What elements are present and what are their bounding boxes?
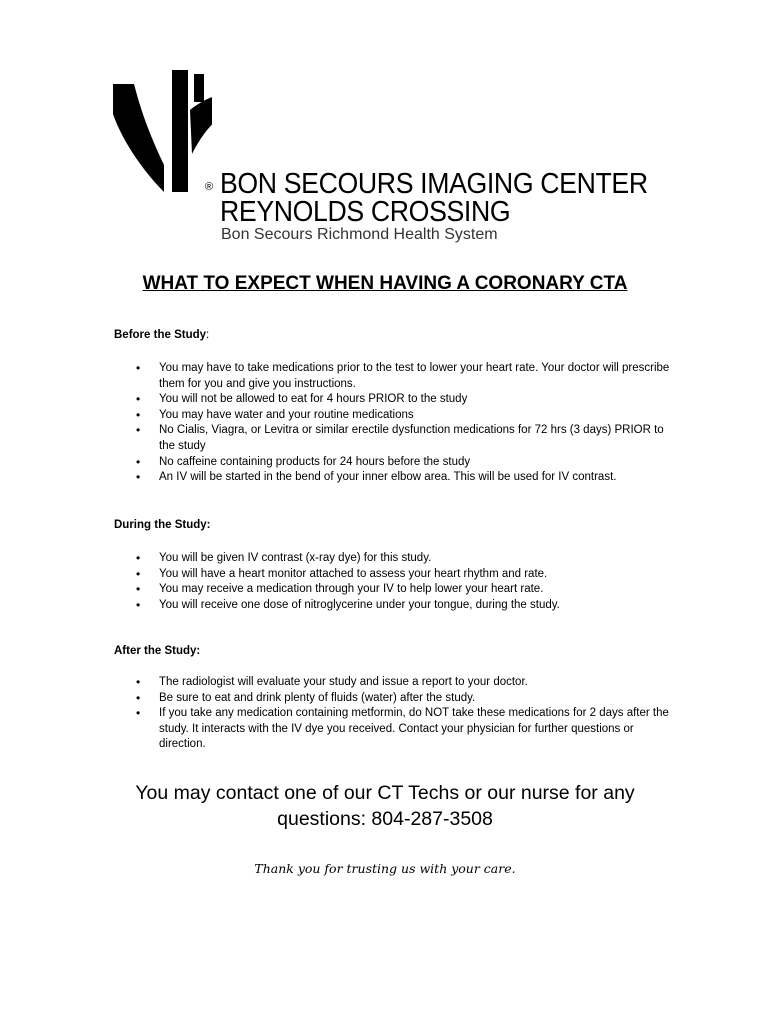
- list-item: • If you take any medication containing metformin, do NOT take these medications for 2 days after the study. It interacts with the IV dye you received. Contact your physician for further questions or direction.: [114, 706, 674, 753]
- page-title: WHAT TO EXPECT WHEN HAVING A CORONARY CTA: [142, 273, 628, 294]
- section-before-heading: Before the Study: [114, 329, 207, 341]
- section-during-label: During the Study:: [114, 519, 211, 531]
- after-study-list: [114, 675, 674, 753]
- list-item: • You will not be allowed to eat for 4 hours PRIOR to the study: [114, 392, 674, 408]
- bon-secours-logo-mark: [112, 70, 212, 195]
- contact-line1: You may contact one of our CT Techs or our nurse for any: [135, 782, 635, 804]
- org-name-line2: REYNOLDS CROSSING: [220, 196, 511, 228]
- list-item: • You will receive one dose of nitroglycerine under your tongue, during the study.: [114, 598, 674, 614]
- section-after-label: After the Study:: [114, 645, 201, 657]
- contact-message: [0, 780, 770, 832]
- contact-line2: questions: 804-287-3508: [277, 808, 493, 830]
- list-item: • You will be given IV contrast (x-ray dye) for this study.: [114, 551, 674, 567]
- list-item: • Be sure to eat and drink plenty of fluids (water) after the study.: [114, 691, 674, 707]
- list-item: • You may receive a medication through your IV to help lower your heart rate.: [114, 582, 674, 598]
- thank-you-note: Thank you for trusting us with your care.: [254, 861, 516, 876]
- list-item: • You will have a heart monitor attached to assess your heart rhythm and rate.: [114, 567, 674, 583]
- list-item: • You may have water and your routine medications: [114, 408, 674, 424]
- list-item: • No Cialis, Viagra, or Levitra or similar erectile dysfunction medications for 72 hrs (3 days) PRIOR to the study: [114, 423, 674, 454]
- registered-mark: ®: [205, 181, 214, 193]
- org-name-line1: BON SECOURS IMAGING CENTER: [220, 168, 648, 200]
- list-item: • An IV will be started in the bend of your inner elbow area. This will be used for IV contrast.: [114, 470, 674, 486]
- during-study-list: [114, 551, 674, 613]
- list-item: • The radiologist will evaluate your study and issue a report to your doctor.: [114, 675, 674, 691]
- list-item: • You may have to take medications prior to the test to lower your heart rate. Your doctor will prescribe them for you and give you instructions.: [114, 361, 674, 392]
- header-logo: [112, 70, 672, 250]
- section-before-label: [114, 328, 209, 342]
- org-subtitle: Bon Secours Richmond Health System: [221, 226, 498, 243]
- list-item: • No caffeine containing products for 24 hours before the study: [114, 455, 674, 471]
- section-before-colon: :: [206, 329, 210, 341]
- before-study-list: [114, 361, 674, 486]
